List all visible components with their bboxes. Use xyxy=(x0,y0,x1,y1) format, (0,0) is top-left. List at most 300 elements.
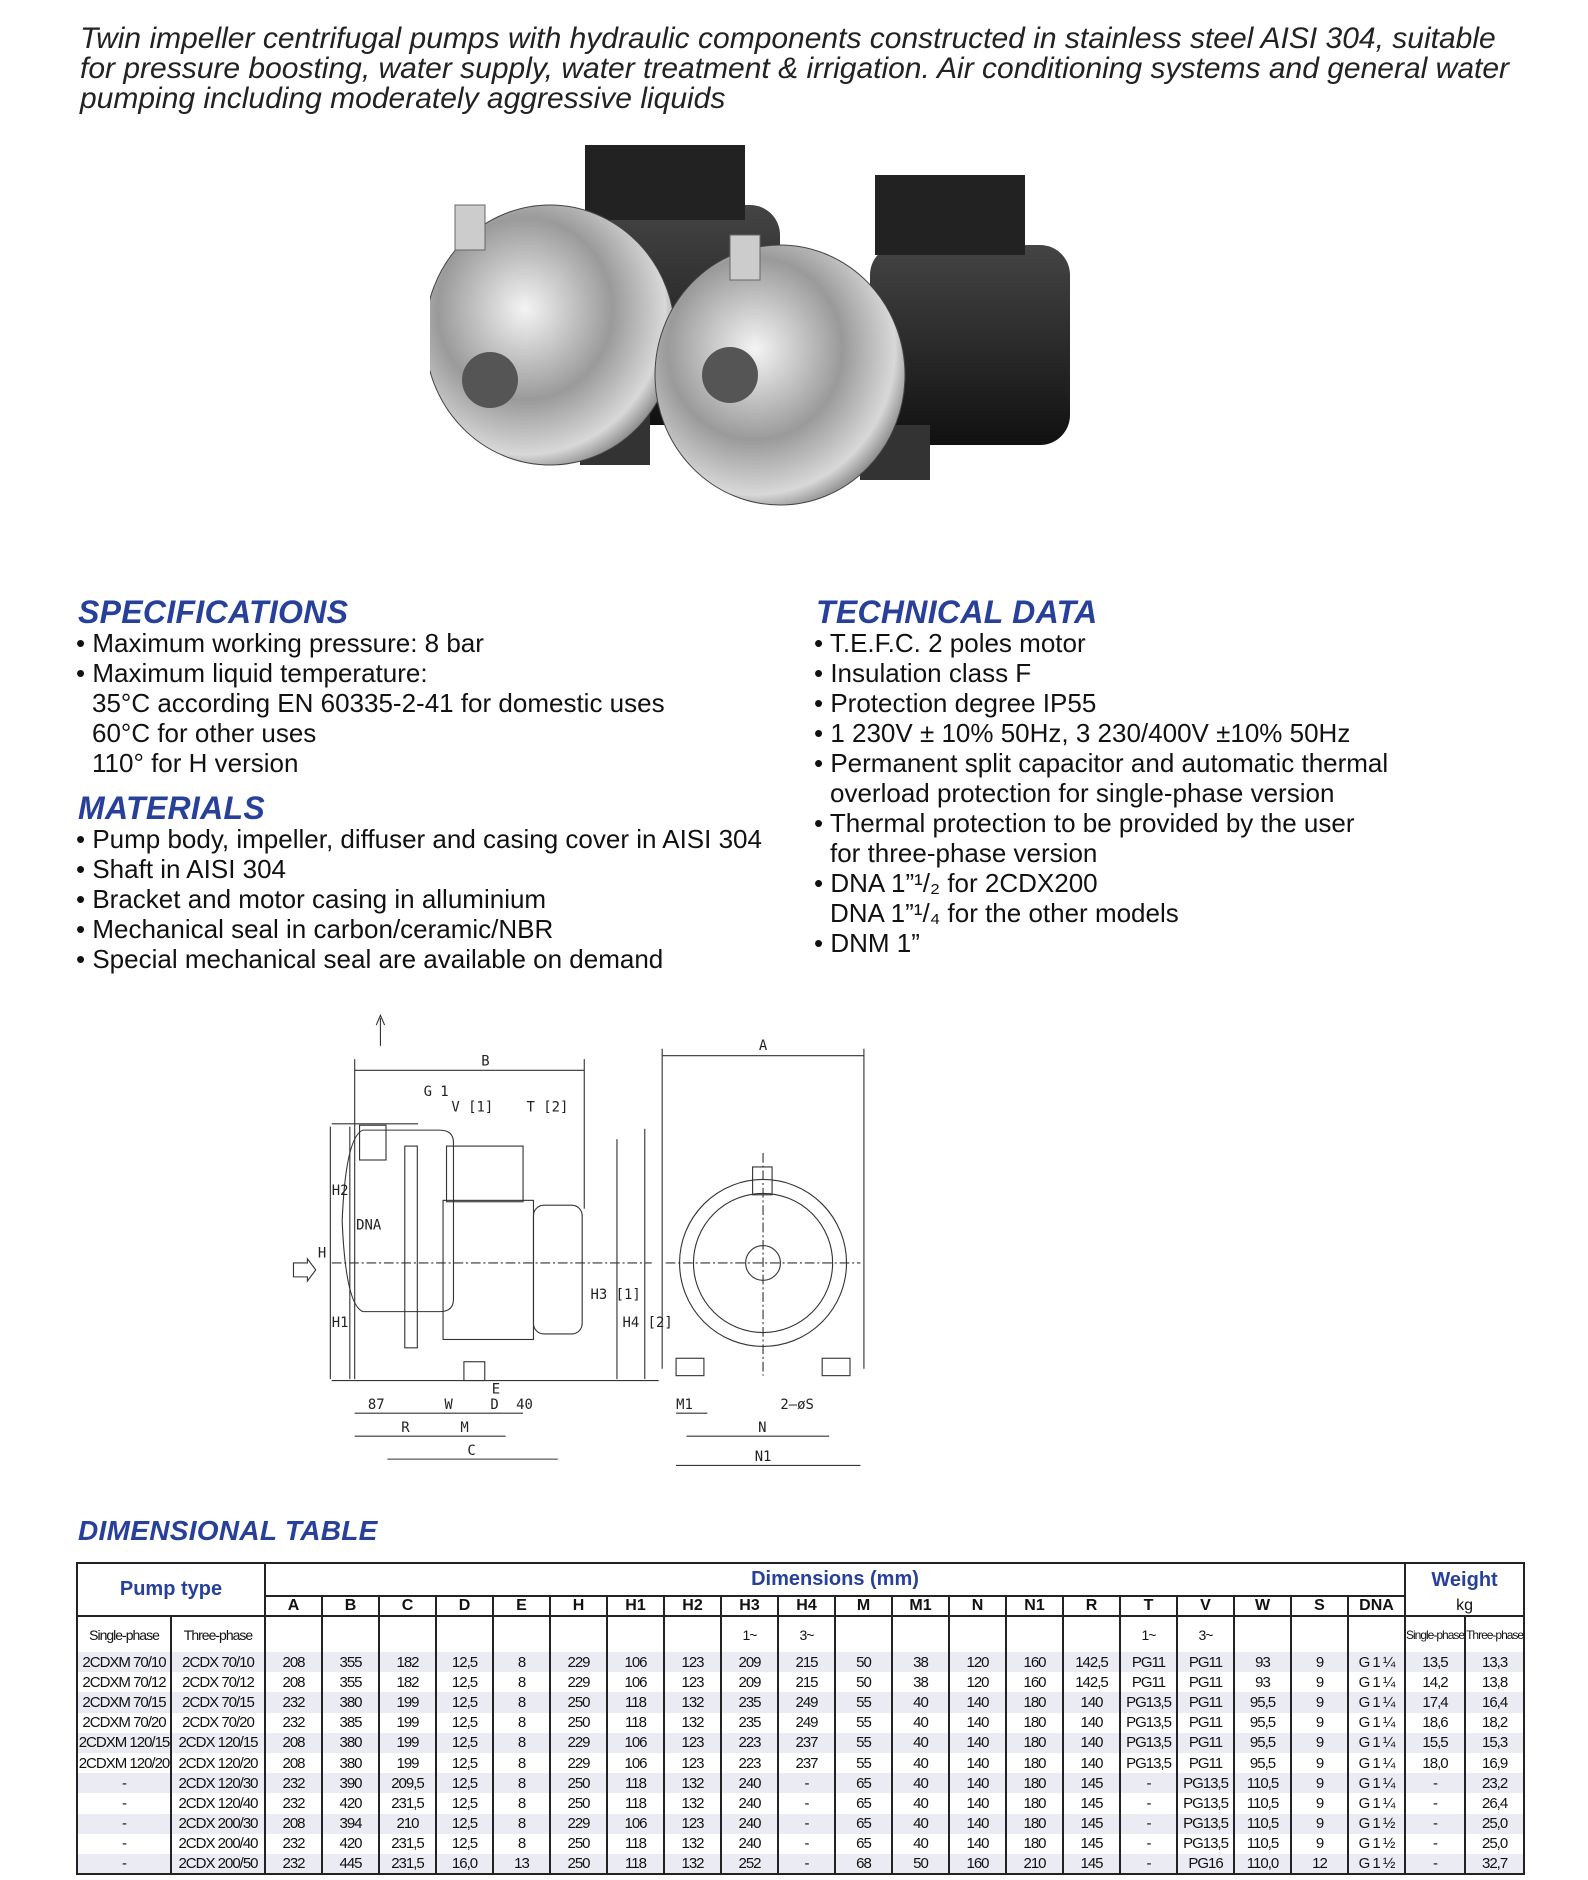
table-row xyxy=(77,1834,1524,1854)
value-cell: 160 xyxy=(1006,1672,1063,1692)
pump-model-cell: 2CDX 70/12 xyxy=(171,1672,265,1692)
value-cell: 118 xyxy=(607,1854,664,1874)
value-cell: 55 xyxy=(835,1733,892,1753)
phase-note xyxy=(379,1616,436,1652)
phase-note xyxy=(1348,1616,1405,1652)
phase-note xyxy=(436,1616,493,1652)
label-N: N xyxy=(758,1420,767,1436)
value-cell: 180 xyxy=(1006,1814,1063,1834)
phase-note xyxy=(493,1616,550,1652)
value-cell: 140 xyxy=(1063,1713,1120,1733)
value-cell: 40 xyxy=(892,1793,949,1813)
value-cell: 8 xyxy=(493,1793,550,1813)
value-cell: 250 xyxy=(550,1793,607,1813)
value-cell: 229 xyxy=(550,1672,607,1692)
label-S: 2–øS xyxy=(780,1397,814,1414)
value-cell: 25,0 xyxy=(1465,1834,1524,1854)
material-item: • Mechanical seal in carbon/ceramic/NBR xyxy=(76,914,762,944)
value-cell: G 1 ¼ xyxy=(1348,1793,1405,1813)
value-cell: 40 xyxy=(892,1753,949,1773)
label-H3: H3 [1] xyxy=(590,1287,641,1304)
value-cell: 8 xyxy=(493,1733,550,1753)
value-cell: 140 xyxy=(949,1773,1006,1793)
value-cell: - xyxy=(1405,1773,1465,1793)
value-cell: 250 xyxy=(550,1773,607,1793)
value-cell: - xyxy=(1120,1854,1177,1874)
value-cell: 110,5 xyxy=(1234,1773,1291,1793)
side-view xyxy=(293,1015,658,1459)
value-cell: 120 xyxy=(949,1652,1006,1672)
value-cell: 250 xyxy=(550,1692,607,1712)
table-row xyxy=(77,1753,1524,1773)
value-cell: 95,5 xyxy=(1234,1692,1291,1712)
value-cell: 16,9 xyxy=(1465,1753,1524,1773)
technical-item: overload protection for single-phase version xyxy=(830,778,1335,808)
value-cell: 237 xyxy=(778,1753,835,1773)
value-cell: 106 xyxy=(607,1753,664,1773)
column-header-s: S xyxy=(1291,1596,1348,1616)
value-cell: 232 xyxy=(265,1834,322,1854)
value-cell: 142,5 xyxy=(1063,1672,1120,1692)
value-cell: 140 xyxy=(949,1814,1006,1834)
value-cell: 160 xyxy=(1006,1652,1063,1672)
value-cell: PG16 xyxy=(1177,1854,1234,1874)
value-cell: - xyxy=(1405,1834,1465,1854)
value-cell: 123 xyxy=(664,1652,721,1672)
label-B: B xyxy=(481,1053,490,1070)
value-cell: 106 xyxy=(607,1652,664,1672)
value-cell: 12,5 xyxy=(436,1672,493,1692)
label-E: E xyxy=(491,1381,501,1398)
label-H2: H2 xyxy=(331,1182,349,1199)
dimension-drawing xyxy=(290,1000,1290,1480)
column-header-h1: H1 xyxy=(607,1596,664,1616)
pump-model-cell: 2CDXM 120/15 xyxy=(78,1734,170,1752)
value-cell: 9 xyxy=(1291,1793,1348,1813)
column-header-v: V xyxy=(1177,1596,1234,1616)
value-cell: G 1 ¼ xyxy=(1348,1652,1405,1672)
value-cell: 18,6 xyxy=(1405,1713,1465,1733)
phase-note xyxy=(550,1616,607,1652)
pump-model-cell: - xyxy=(77,1773,171,1793)
spec-item: • Maximum working pressure: 8 bar xyxy=(76,628,665,658)
value-cell: 106 xyxy=(607,1672,664,1692)
value-cell: PG13,5 xyxy=(1120,1733,1177,1753)
label-V1: V [1] xyxy=(451,1099,494,1116)
table-row xyxy=(77,1854,1524,1874)
value-cell: 132 xyxy=(664,1834,721,1854)
pump-model-cell: 2CDX 120/15 xyxy=(171,1733,265,1753)
value-cell: 240 xyxy=(721,1814,778,1834)
value-cell: 180 xyxy=(1006,1713,1063,1733)
column-header-d: D xyxy=(436,1596,493,1616)
value-cell: 210 xyxy=(379,1814,436,1834)
technical-item: • T.E.F.C. 2 poles motor xyxy=(814,628,1388,658)
value-cell: 9 xyxy=(1291,1733,1348,1753)
value-cell: 445 xyxy=(322,1854,379,1874)
value-cell: 12,5 xyxy=(436,1773,493,1793)
phase-note xyxy=(664,1616,721,1652)
phase-note xyxy=(322,1616,379,1652)
technical-item: • DNA 1”¹/₂ for 2CDX200 xyxy=(814,868,1388,898)
column-header-n1: N1 xyxy=(1006,1596,1063,1616)
value-cell: 118 xyxy=(607,1713,664,1733)
value-cell: 50 xyxy=(835,1672,892,1692)
table-row xyxy=(77,1733,1524,1753)
value-cell: 140 xyxy=(1063,1692,1120,1712)
value-cell: 110,5 xyxy=(1234,1834,1291,1854)
column-header-h4: H4 xyxy=(778,1596,835,1616)
value-cell: 229 xyxy=(550,1753,607,1773)
value-cell: 249 xyxy=(778,1713,835,1733)
dimensional-table xyxy=(76,1562,1525,1875)
value-cell: PG11 xyxy=(1177,1733,1234,1753)
materials-heading: MATERIALS xyxy=(78,790,265,826)
value-cell: 13 xyxy=(493,1854,550,1874)
phase-note xyxy=(892,1616,949,1652)
value-cell: 38 xyxy=(892,1652,949,1672)
value-cell: 390 xyxy=(322,1773,379,1793)
value-cell: 240 xyxy=(721,1793,778,1813)
value-cell: - xyxy=(778,1793,835,1813)
value-cell: 199 xyxy=(379,1692,436,1712)
column-header-w: W xyxy=(1234,1596,1291,1616)
value-cell: 250 xyxy=(550,1713,607,1733)
value-cell: 8 xyxy=(493,1834,550,1854)
value-cell: 12 xyxy=(1291,1854,1348,1874)
value-cell: PG11 xyxy=(1177,1672,1234,1692)
pump-model-cell: - xyxy=(77,1854,171,1874)
value-cell: G 1 ½ xyxy=(1348,1854,1405,1874)
pump-model-cell: - xyxy=(77,1814,171,1834)
value-cell: 13,3 xyxy=(1465,1652,1524,1672)
table-row xyxy=(77,1692,1524,1712)
value-cell: 68 xyxy=(835,1854,892,1874)
value-cell: 40 xyxy=(892,1692,949,1712)
value-cell: 140 xyxy=(949,1733,1006,1753)
material-item: • Bracket and motor casing in alluminium xyxy=(76,884,762,914)
value-cell: 132 xyxy=(664,1854,721,1874)
material-item: • Pump body, impeller, diffuser and casing cover in AISI 304 xyxy=(76,824,762,854)
value-cell: 123 xyxy=(664,1733,721,1753)
label-H: H xyxy=(317,1245,327,1262)
value-cell: 26,4 xyxy=(1465,1793,1524,1813)
value-cell: 106 xyxy=(607,1733,664,1753)
value-cell: - xyxy=(1405,1814,1465,1834)
value-cell: 16,0 xyxy=(436,1854,493,1874)
value-cell: 237 xyxy=(778,1733,835,1753)
value-cell: PG13,5 xyxy=(1177,1814,1234,1834)
value-cell: 223 xyxy=(721,1733,778,1753)
value-cell: 208 xyxy=(265,1753,322,1773)
value-cell: 385 xyxy=(322,1713,379,1733)
value-cell: 9 xyxy=(1291,1834,1348,1854)
value-cell: 16,4 xyxy=(1465,1692,1524,1712)
value-cell: 132 xyxy=(664,1692,721,1712)
value-cell: - xyxy=(1405,1854,1465,1874)
value-cell: 9 xyxy=(1291,1814,1348,1834)
column-header-c: C xyxy=(379,1596,436,1616)
value-cell: 8 xyxy=(493,1713,550,1733)
value-cell: 142,5 xyxy=(1063,1652,1120,1672)
value-cell: PG11 xyxy=(1120,1652,1177,1672)
phase-note xyxy=(607,1616,664,1652)
value-cell: PG13,5 xyxy=(1177,1793,1234,1813)
value-cell: 40 xyxy=(892,1814,949,1834)
spec-subitem: 35°C according EN 60335-2-41 for domestic uses xyxy=(92,688,665,718)
value-cell: 12,5 xyxy=(436,1834,493,1854)
label-M: M xyxy=(460,1420,469,1436)
value-cell: 231,5 xyxy=(379,1793,436,1813)
value-cell: 15,5 xyxy=(1405,1733,1465,1753)
value-cell: 208 xyxy=(265,1733,322,1753)
value-cell: 180 xyxy=(1006,1733,1063,1753)
pump-model-cell: 2CDX 120/30 xyxy=(171,1773,265,1793)
pump-model-cell: 2CDXM 70/10 xyxy=(77,1652,171,1672)
table-row xyxy=(77,1814,1524,1834)
value-cell: 13,8 xyxy=(1465,1672,1524,1692)
value-cell: 394 xyxy=(322,1814,379,1834)
value-cell: 240 xyxy=(721,1773,778,1793)
value-cell: 420 xyxy=(322,1834,379,1854)
value-cell: 182 xyxy=(379,1652,436,1672)
value-cell: 95,5 xyxy=(1234,1753,1291,1773)
value-cell: 209 xyxy=(721,1652,778,1672)
value-cell: 231,5 xyxy=(379,1834,436,1854)
value-cell: 132 xyxy=(664,1713,721,1733)
value-cell: - xyxy=(1120,1793,1177,1813)
value-cell: 55 xyxy=(835,1753,892,1773)
pump-model-cell: 2CDXM 70/12 xyxy=(82,1673,166,1691)
value-cell: 95,5 xyxy=(1234,1733,1291,1753)
value-cell: 50 xyxy=(835,1652,892,1672)
value-cell: 380 xyxy=(322,1753,379,1773)
value-cell: 32,7 xyxy=(1465,1854,1524,1874)
value-cell: 65 xyxy=(835,1773,892,1793)
value-cell: - xyxy=(778,1773,835,1793)
pump-type-header: Pump type xyxy=(77,1563,265,1616)
label-87: 87 xyxy=(367,1397,385,1414)
value-cell: 145 xyxy=(1063,1834,1120,1854)
value-cell: 249 xyxy=(778,1692,835,1712)
column-header-r: R xyxy=(1063,1596,1120,1616)
value-cell: - xyxy=(1120,1834,1177,1854)
value-cell: 106 xyxy=(607,1814,664,1834)
phase-note xyxy=(1291,1616,1348,1652)
value-cell: PG13,5 xyxy=(1177,1773,1234,1793)
value-cell: 132 xyxy=(664,1793,721,1813)
value-cell: 93 xyxy=(1234,1652,1291,1672)
value-cell: 182 xyxy=(379,1672,436,1692)
value-cell: 180 xyxy=(1006,1793,1063,1813)
value-cell: 140 xyxy=(949,1753,1006,1773)
value-cell: 215 xyxy=(778,1672,835,1692)
value-cell: 252 xyxy=(721,1854,778,1874)
technical-item: • DNM 1” xyxy=(814,928,1388,958)
column-header-m: M xyxy=(835,1596,892,1616)
technical-item: for three-phase version xyxy=(830,838,1098,868)
weight-unit: kg xyxy=(1405,1596,1524,1616)
spec-subitem: 110° for H version xyxy=(92,748,299,778)
spec-item: • Maximum liquid temperature: xyxy=(76,658,665,688)
weight-three-phase-label: Three-phase xyxy=(1465,1616,1524,1652)
value-cell: 145 xyxy=(1063,1854,1120,1874)
technical-item: • Thermal protection to be provided by the user xyxy=(814,808,1388,838)
value-cell: 355 xyxy=(322,1672,379,1692)
label-D: D xyxy=(490,1397,499,1414)
value-cell: PG11 xyxy=(1177,1692,1234,1712)
label-G1: G 1 xyxy=(423,1084,449,1100)
value-cell: - xyxy=(778,1834,835,1854)
label-T2: T [2] xyxy=(526,1099,569,1116)
value-cell: 232 xyxy=(265,1793,322,1813)
technical-data-list xyxy=(814,628,1388,958)
value-cell: 118 xyxy=(607,1692,664,1712)
value-cell: 23,2 xyxy=(1465,1773,1524,1793)
label-N1: N1 xyxy=(754,1449,772,1466)
value-cell: PG13,5 xyxy=(1120,1692,1177,1712)
value-cell: 132 xyxy=(664,1773,721,1793)
value-cell: 9 xyxy=(1291,1672,1348,1692)
value-cell: PG13,5 xyxy=(1177,1834,1234,1854)
value-cell: 8 xyxy=(493,1652,550,1672)
value-cell: 110,5 xyxy=(1234,1814,1291,1834)
value-cell: 232 xyxy=(265,1713,322,1733)
value-cell: 18,2 xyxy=(1465,1713,1524,1733)
column-header-h3: H3 xyxy=(721,1596,778,1616)
value-cell: 140 xyxy=(949,1834,1006,1854)
table-row xyxy=(77,1713,1524,1733)
pump-model-cell: - xyxy=(122,1835,126,1853)
value-cell: 40 xyxy=(892,1733,949,1753)
material-item: • Special mechanical seal are available on demand xyxy=(76,944,762,974)
value-cell: 180 xyxy=(1006,1834,1063,1854)
value-cell: 118 xyxy=(607,1793,664,1813)
value-cell: 93 xyxy=(1234,1672,1291,1692)
value-cell: 110,0 xyxy=(1234,1854,1291,1874)
label-DNA: DNA xyxy=(356,1217,382,1234)
value-cell: 420 xyxy=(322,1793,379,1813)
value-cell: 17,4 xyxy=(1405,1692,1465,1712)
technical-item: DNA 1”¹/₄ for the other models xyxy=(830,898,1179,928)
value-cell: 55 xyxy=(835,1692,892,1712)
pump-product-photo xyxy=(430,145,1150,585)
label-M1: M1 xyxy=(676,1397,693,1414)
value-cell: 14,2 xyxy=(1405,1672,1465,1692)
value-cell: 8 xyxy=(493,1773,550,1793)
value-cell: 208 xyxy=(265,1814,322,1834)
value-cell: 140 xyxy=(1063,1753,1120,1773)
label-40: 40 xyxy=(516,1397,533,1414)
phase-note: 1~ xyxy=(1120,1616,1177,1652)
value-cell: 12,5 xyxy=(436,1652,493,1672)
pump-model-cell: 2CDXM 70/15 xyxy=(77,1692,171,1712)
phase-note: 3~ xyxy=(1177,1616,1234,1652)
pump-model-cell: 2CDX 200/30 xyxy=(171,1814,265,1834)
value-cell: 50 xyxy=(892,1854,949,1874)
value-cell: - xyxy=(778,1854,835,1874)
technical-item: • Insulation class F xyxy=(814,658,1388,688)
value-cell: 140 xyxy=(949,1713,1006,1733)
value-cell: 380 xyxy=(322,1733,379,1753)
specifications-list xyxy=(76,628,665,778)
value-cell: G 1 ¼ xyxy=(1348,1713,1405,1733)
value-cell: 199 xyxy=(379,1753,436,1773)
value-cell: 65 xyxy=(835,1793,892,1813)
pump-model-cell: - xyxy=(122,1794,126,1812)
technical-item: • Permanent split capacitor and automatic thermal xyxy=(814,748,1388,778)
value-cell: 12,5 xyxy=(436,1814,493,1834)
weight-single-phase-label: Single-phase xyxy=(1405,1616,1465,1652)
pump-model-cell: 2CDXM 120/20 xyxy=(78,1754,170,1772)
value-cell: 123 xyxy=(664,1814,721,1834)
value-cell: PG11 xyxy=(1120,1672,1177,1692)
value-cell: 199 xyxy=(379,1733,436,1753)
value-cell: 40 xyxy=(892,1773,949,1793)
dimensional-table-heading: DIMENSIONAL TABLE xyxy=(78,1515,378,1546)
value-cell: G 1 ½ xyxy=(1348,1814,1405,1834)
label-C: C xyxy=(467,1442,476,1459)
single-phase-label: Single-phase xyxy=(89,1626,159,1643)
value-cell: 15,3 xyxy=(1465,1733,1524,1753)
column-header-n: N xyxy=(949,1596,1006,1616)
value-cell: PG11 xyxy=(1177,1713,1234,1733)
value-cell: 160 xyxy=(949,1854,1006,1874)
value-cell: 9 xyxy=(1291,1692,1348,1712)
value-cell: 355 xyxy=(322,1652,379,1672)
pump-model-cell: 2CDX 70/10 xyxy=(171,1652,265,1672)
value-cell: 180 xyxy=(1006,1753,1063,1773)
value-cell: 145 xyxy=(1063,1773,1120,1793)
value-cell: PG13,5 xyxy=(1120,1713,1177,1733)
value-cell: G 1 ¼ xyxy=(1348,1733,1405,1753)
value-cell: PG11 xyxy=(1177,1652,1234,1672)
value-cell: 229 xyxy=(550,1733,607,1753)
value-cell: 9 xyxy=(1291,1713,1348,1733)
technical-data-heading: TECHNICAL DATA xyxy=(816,594,1098,630)
value-cell: 232 xyxy=(265,1854,322,1874)
pump-model-cell: 2CDX 120/40 xyxy=(171,1793,265,1813)
value-cell: 120 xyxy=(949,1672,1006,1692)
value-cell: 380 xyxy=(322,1692,379,1712)
value-cell: 123 xyxy=(664,1753,721,1773)
column-header-e: E xyxy=(493,1596,550,1616)
label-A: A xyxy=(758,1038,768,1055)
value-cell: 9 xyxy=(1291,1773,1348,1793)
phase-note xyxy=(949,1616,1006,1652)
value-cell: 208 xyxy=(265,1652,322,1672)
column-header-m1: M1 xyxy=(892,1596,949,1616)
intro-text: Twin impeller centrifugal pumps with hydraulic components constructed in stainless steel AISI 304, suitable for pressure boosting, water supply, water treatment & irrigation. Air conditioning systems and general water pumping including moderately aggressive liquids xyxy=(80,22,1510,115)
column-header-h: H xyxy=(550,1596,607,1616)
value-cell: 25,0 xyxy=(1465,1814,1524,1834)
three-phase-label: Three-phase xyxy=(171,1616,265,1652)
value-cell: - xyxy=(1120,1814,1177,1834)
value-cell: 145 xyxy=(1063,1814,1120,1834)
value-cell: 231,5 xyxy=(379,1854,436,1874)
value-cell: 95,5 xyxy=(1234,1713,1291,1733)
spec-subitem: 60°C for other uses xyxy=(92,718,317,748)
value-cell: 18,0 xyxy=(1405,1753,1465,1773)
value-cell: 118 xyxy=(607,1773,664,1793)
phase-note: 1~ xyxy=(721,1616,778,1652)
phase-note xyxy=(1006,1616,1063,1652)
column-header-dna: DNA xyxy=(1348,1596,1405,1616)
value-cell: G 1 ¼ xyxy=(1348,1672,1405,1692)
pump-model-cell: 2CDXM 70/20 xyxy=(82,1714,166,1732)
value-cell: 8 xyxy=(493,1753,550,1773)
value-cell: 140 xyxy=(1063,1733,1120,1753)
